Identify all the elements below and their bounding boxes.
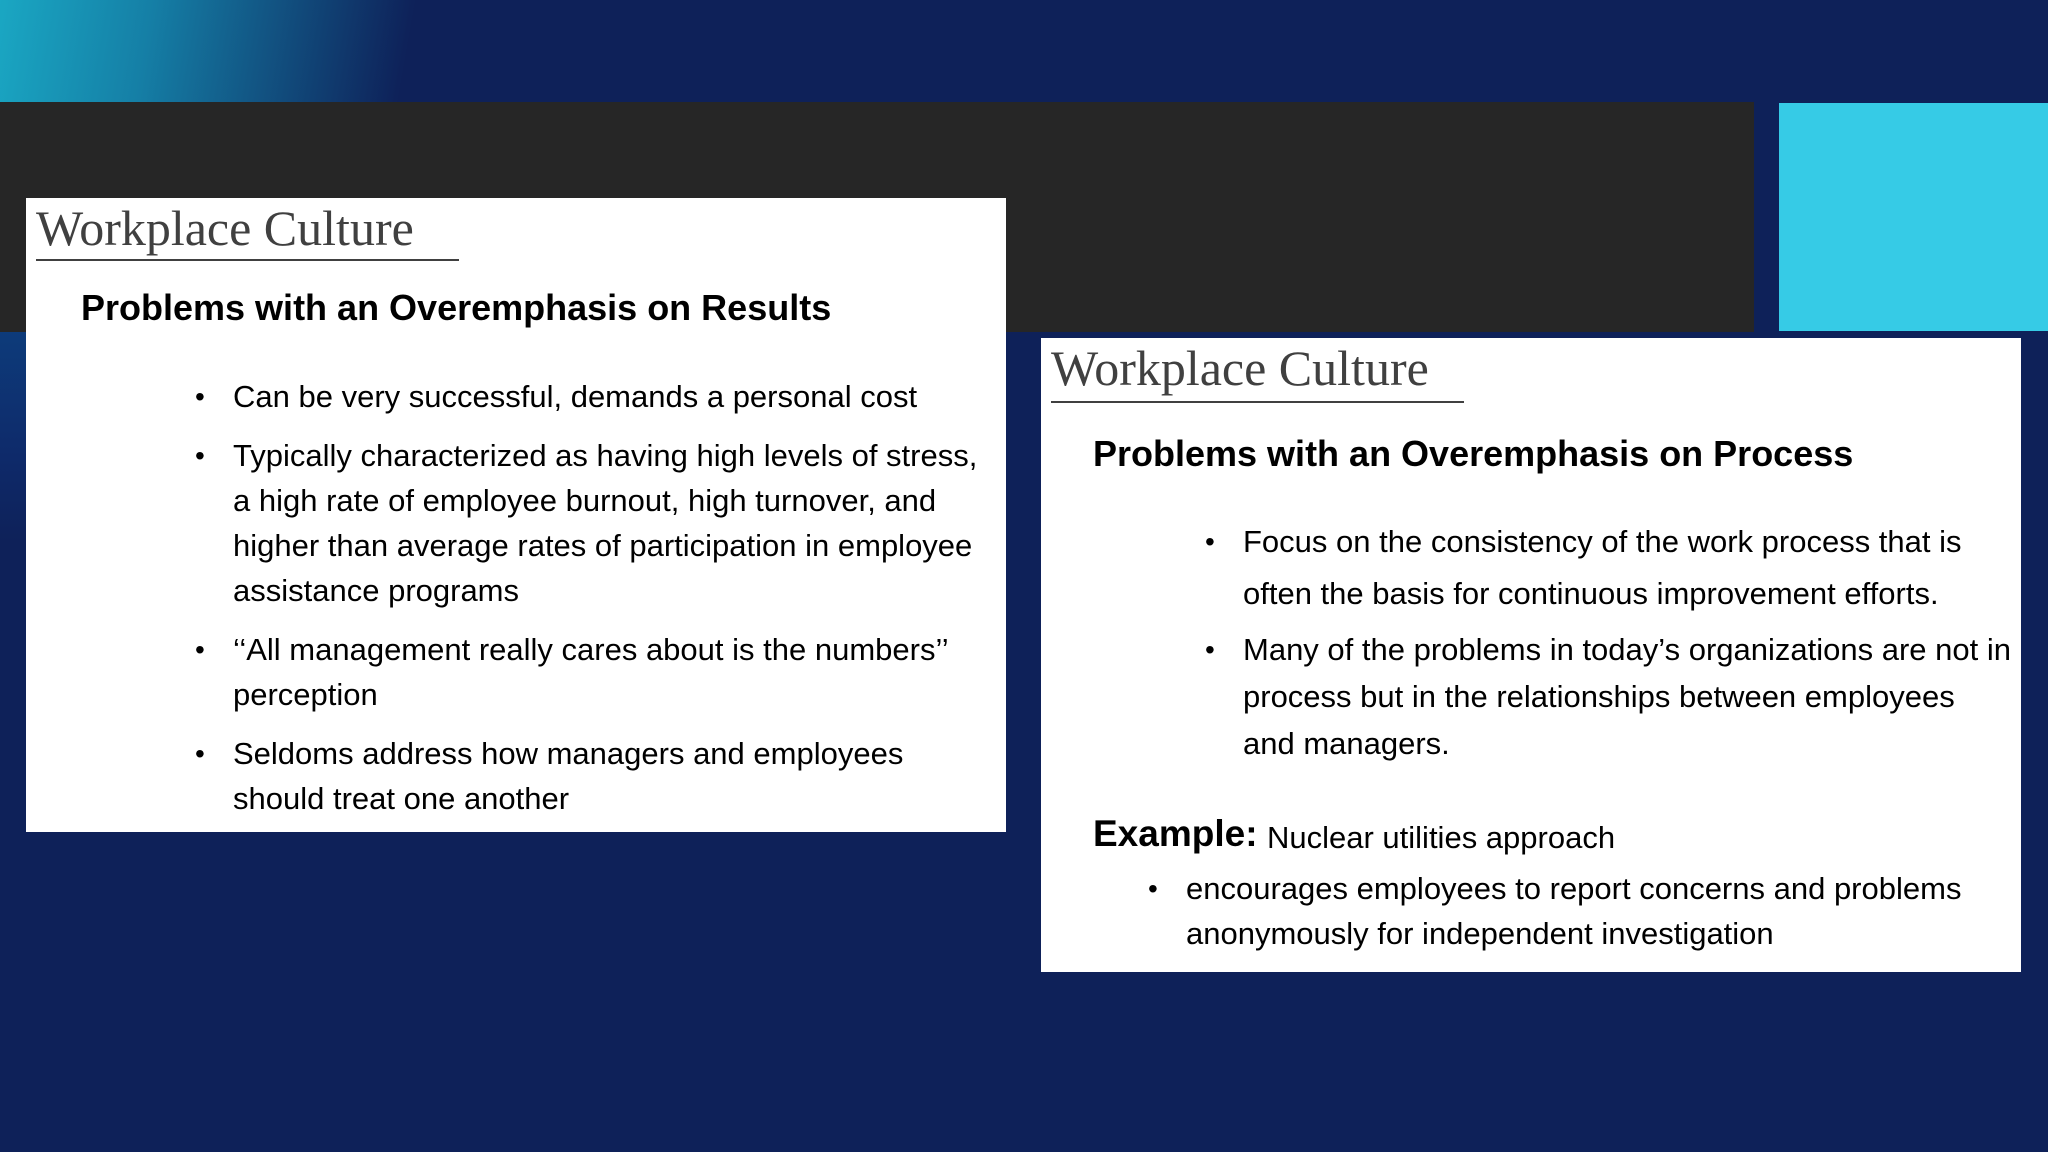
example-bullet-list: [1148, 866, 2006, 956]
bullet-text: ‘‘All management really cares about is the numbers’’ perception: [233, 632, 948, 712]
bullet-dot: •: [1205, 634, 1215, 665]
title-underline: [1051, 401, 1464, 403]
bullet-dot: •: [1205, 526, 1215, 557]
left-edge-accent: [0, 332, 26, 542]
list-item: [195, 627, 1003, 717]
slide-heading: Problems with an Overemphasis on Process: [1093, 433, 1854, 474]
bullet-list: [1205, 516, 2013, 767]
list-item: [195, 374, 1003, 419]
bullet-dot: •: [195, 738, 205, 769]
title-underline: [36, 259, 459, 261]
cyan-accent-block: [1779, 103, 2048, 331]
slide-title: Workplace Culture: [1051, 340, 1429, 396]
list-item: [195, 731, 1003, 821]
list-item: [1205, 516, 2013, 620]
bullet-dot: •: [195, 381, 205, 412]
list-item: [195, 433, 1003, 613]
bullet-text: Focus on the consistency of the work process that is often the basis for continuous improvement efforts.: [1243, 524, 1962, 611]
bullet-text: Many of the problems in today’s organizations are not in process but in the relationships between employees and managers.: [1243, 632, 2011, 761]
bullet-list: [195, 374, 1003, 821]
slide-heading: Problems with an Overemphasis on Results: [81, 287, 832, 328]
slide-results: [26, 198, 1006, 832]
bullet-dot: •: [195, 634, 205, 665]
bullet-text: encourages employees to report concerns and problems anonymously for independent investigation: [1186, 871, 1962, 951]
list-item: [1205, 626, 2013, 767]
slide-process: [1041, 338, 2021, 972]
bullet-text: Typically characterized as having high levels of stress, a high rate of employee burnout, high turnover, and higher than average rates of participation in employee assistance programs: [233, 438, 978, 608]
bullet-dot: •: [195, 440, 205, 471]
example-label: Example:: [1093, 813, 1258, 854]
bullet-dot: •: [1148, 873, 1158, 904]
example-text: Nuclear utilities approach: [1267, 820, 1616, 855]
list-item: [1148, 866, 2006, 956]
bullet-text: Can be very successful, demands a personal cost: [233, 379, 918, 414]
corner-gradient-accent: [0, 0, 420, 102]
slide-title: Workplace Culture: [36, 200, 414, 256]
bullet-text: Seldoms address how managers and employees should treat one another: [233, 736, 904, 816]
